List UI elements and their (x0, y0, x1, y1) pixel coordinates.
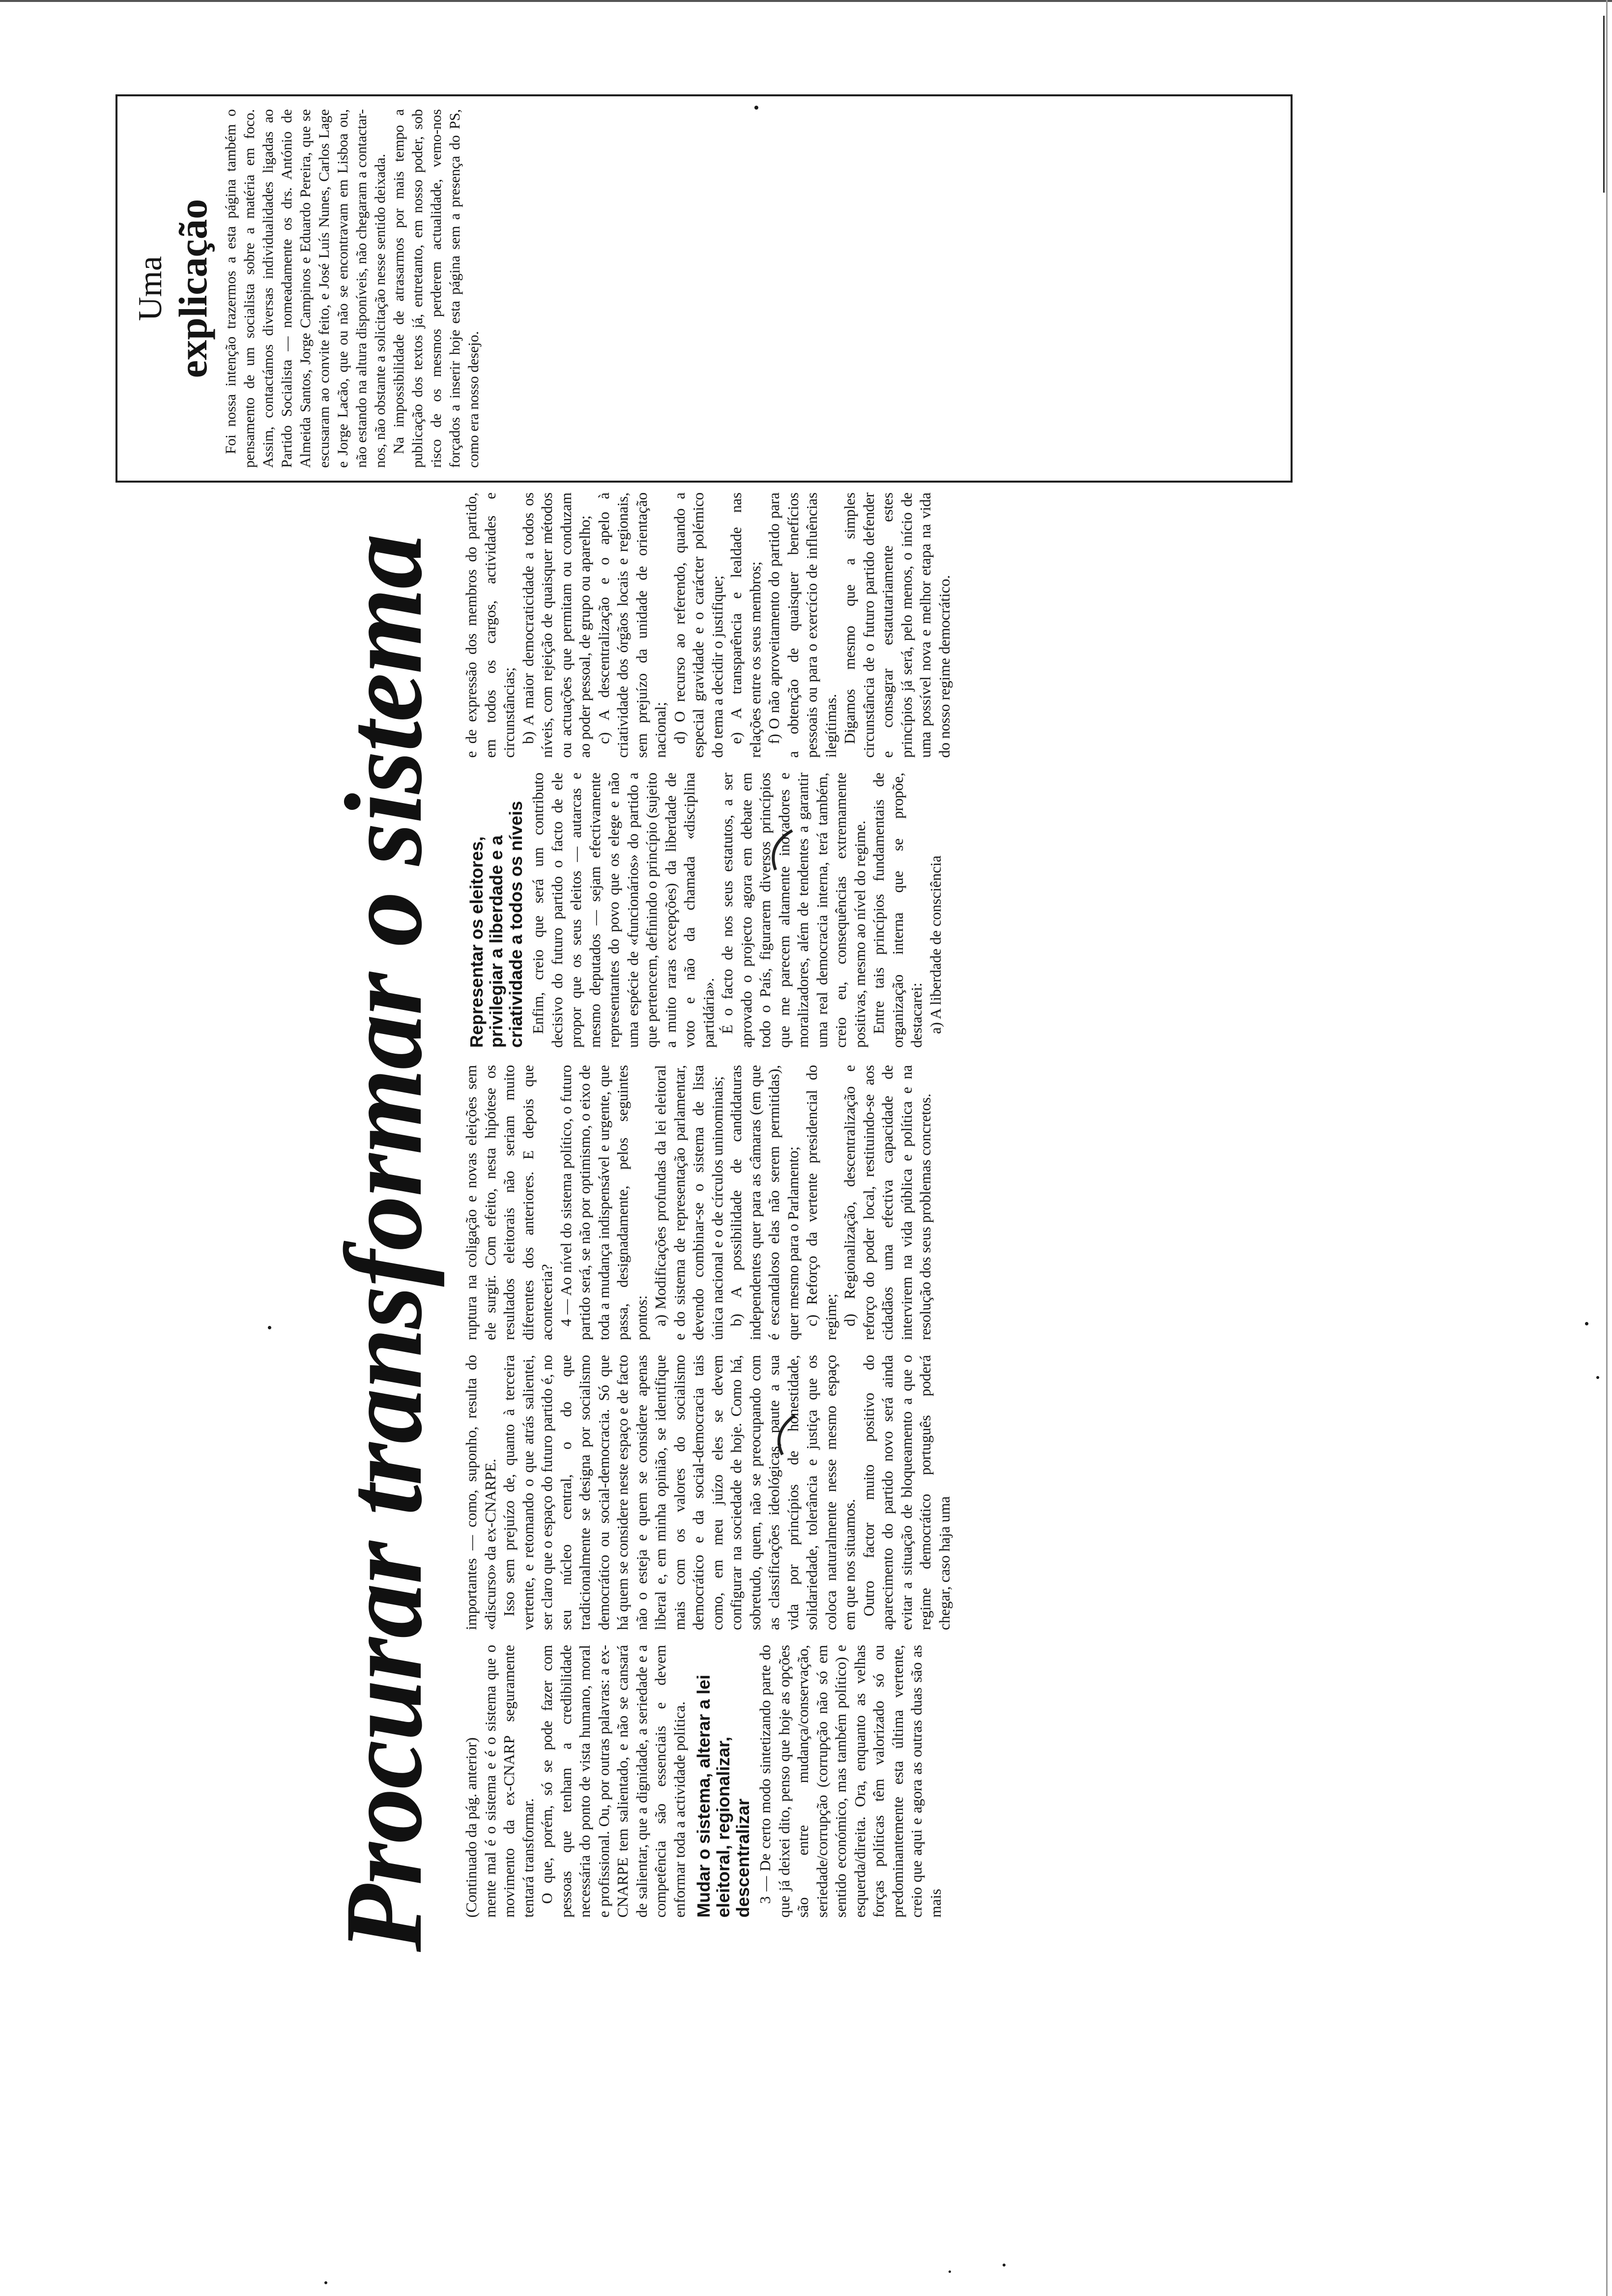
continued-note: (Continuado da pág. anterior) (462, 1737, 480, 1918)
paragraph: e de expressão dos membros do partido, em todos os cargos, actividades e circunstâncias; (462, 492, 518, 758)
sidebar-box (115, 94, 1293, 483)
article-column-3 (462, 1065, 1592, 1340)
article-column-5 (462, 492, 1592, 758)
paragraph: ruptura na coligação e novas eleições sem ele surgir. Com efeito, nesta hipótese os resultados eleitorais não seriam muito diferentes dos anteriores. E depois que aconteceria? (462, 1065, 555, 1340)
paragraph: Digamos mesmo que a simples circunstância de o futuro partido defender e consagrar estatutariamente estes princípios já será, pelo menos, o início de uma possível nova e melhor etapa na vida do nosso regime democrático. (841, 492, 953, 758)
list-item: a) Modificações profundas da lei eleitoral e do sistema de representação parlamentar, devendo combinar-se o sistema de lista única nacional e o de círculos uninominais; (652, 1065, 726, 1340)
sidebar-body (222, 109, 483, 468)
list-item: d) O recurso ao referendo, quando a especial gravidade e o carácter polémico do tema a decidir o justifique; (670, 492, 726, 758)
subheading: Mudar o sistema, alterar a lei eleitoral, regionalizar, descentralizar (693, 1674, 753, 1918)
list-item: c) Reforço da vertente presidencial do regime; (803, 1065, 839, 1340)
subheading: Representar os eleitores, privilegiar a liberdade e a criatividade a todos os níveis (466, 801, 526, 1048)
list-item: c) A descentralização e o apelo à criatividade dos órgãos locais e regionais, sem prejuízo da unidade de orientação nacional; (595, 492, 669, 758)
list-item: e) A transparência e lealdade nas relações entre os seus membros; (727, 492, 764, 758)
paragraph: Enfim, creio que será um contributo decisivo do futuro partido o facto de ele propor que os seus eleitos — autarcas e mesmo deputados — sejam efectivamente representantes do povo que os elege e não uma espécie de «funcionários» do partido a que pertencem, definindo o princípio (sujeito a muito raras excepções) da liberdade de voto e não da chamada «disciplina partidária». (529, 773, 717, 1048)
paragraph: 4 — Ao nível do sistema político, o futuro partido será, se não por optimismo, o eixo de toda a mudança indispensável e urgente, que passa, designadamente, pelos seguintes pontos: (557, 1065, 650, 1340)
paragraph: Outro factor muito positivo do aparecimento do partido novo será ainda evitar a situação de bloqueamento a que o regime democrático português poderá chegar, caso haja uma (860, 1355, 953, 1630)
paragraph: Isso sem prejuízo de, quanto à terceira vertente, e retomando o que atrás salientei, ser claro que o espaço do futuro partido é, no seu núcleo central, o do que tradicionalmente se designa por socialismo democrático ou social-democracia. Só que há quem se considere neste espaço e de facto não o esteja e quem se considere apenas liberal e, em minha opinião, se identifique mais com os valores do socialismo democrático e da social-democracia tais como, em meu juízo eles se devem configurar na sociedade de hoje. Como há, sobretudo, quem, não se preocupando com as classificações ideológicas, paute a sua vida por princípios de honestidade, solidariedade, tolerância e justiça que os coloca naturalmente nesse mesmo espaço em que nos situamos. (500, 1355, 858, 1630)
list-item: b) A maior democraticidade a todos os níveis, com rejeição de quaisquer métodos ou actuações que permitam ou conduzam ao poder pessoal, de grupo ou aparelho; (519, 492, 593, 758)
list-item: a) A liberdade de consciência (926, 855, 944, 1034)
paragraph: mente mal é o sistema e é o sistema que o movimento da ex-CNARP seguramente tentará transformar. (481, 1645, 537, 1918)
article-bottom-rule (1603, 16, 1605, 193)
article-column-4 (462, 773, 1592, 1048)
list-item: b) A possibilidade de candidaturas independentes quer para as câmaras (em que é escandaloso elas não serem permitidas), quer mesmo para o Parlamento; (727, 1065, 802, 1340)
article-column-1 (462, 1645, 1592, 1918)
list-item: f) O não aproveitamento do partido para a obtenção de quaisquer benefícios pessoais ou para o exercício de influências ilegítimas. (765, 492, 839, 758)
sidebar-title-line2: explicação (171, 199, 215, 378)
sidebar-paragraph: Na impossibilidade de atrasarmos por mais tempo a publicação dos textos já, entretanto, em nosso poder, sob risco de os mesmos perderem actualidade, vemo-nos forçados a inserir hoje esta página sem a presença do PS, como era nosso desejo. (391, 109, 482, 468)
paragraph: Entre tais princípios fundamentais de organização interna que se propõe, destacarei: (870, 773, 925, 1048)
list-item: d) Regionalização, descentralização e reforço do poder local, restituindo-se aos cidadãos uma efectiva capacidade de intervirem na vida pública e política e na resolução dos seus problemas concretos. (841, 1065, 934, 1340)
paragraph: O que, porém, só se pode fazer com pessoas que tenham a credibilidade necessária do ponto de vista humano, moral e profissional. Ou, por outras palavras: a ex-CNARPE tem salientado, e não se cansará de salientar, que a dignidade, a seriedade e a competência são essenciais e devem enformar toda a actividade política. (538, 1645, 688, 1918)
article-column-2 (462, 1355, 1592, 1630)
sidebar-paragraph: Foi nossa intenção trazermos a esta página também o pensamento de um socialista sobre a matéria em foco. Assim, contactámos diversas individualidades ligadas ao Partido Socialista — nomeadamente os drs. António de Almeida Santos, Jorge Campinos e Eduardo Pereira, que se escusaram ao convite feito, e José Luís Nunes, Carlos Lage e Jorge Lacão, que ou não se encontravam em Lisboa ou, não estando na altura disponíveis, não chegaram a contactar-nos, não obstante a solicitação nesse sentido deixada. (223, 109, 388, 468)
paragraph: importantes — como, suponho, resulta do «discurso» da ex-CNARPE. (462, 1355, 499, 1630)
article-title: Procurar transformar o sistema (322, 534, 445, 1952)
sidebar-title-line1: Uma (131, 256, 169, 321)
paragraph: 3 — De certo modo sintetizando parte do que já deixei dito, penso que hoje as opções são entre mudança/conservação, seriedade/corrupção (corrupção não só em sentido económico, mas também político) e esquerda/direita. Ora, enquanto as velhas forças políticas têm valorizado só ou predominantemente esta última vertente, creio que aqui e agora as outras duas são as mais (756, 1645, 944, 1918)
paragraph: É o facto de nos seus estatutos, a ser aprovado o projecto agora em debate em todo o País, figurarem diversos princípios que me parecem altamente inovadores e moralizadores, além de tendentes a garantir uma real democracia interna, terá também, creio eu, consequências extremamente positivas, mesmo ao nível do regime. (719, 773, 868, 1048)
